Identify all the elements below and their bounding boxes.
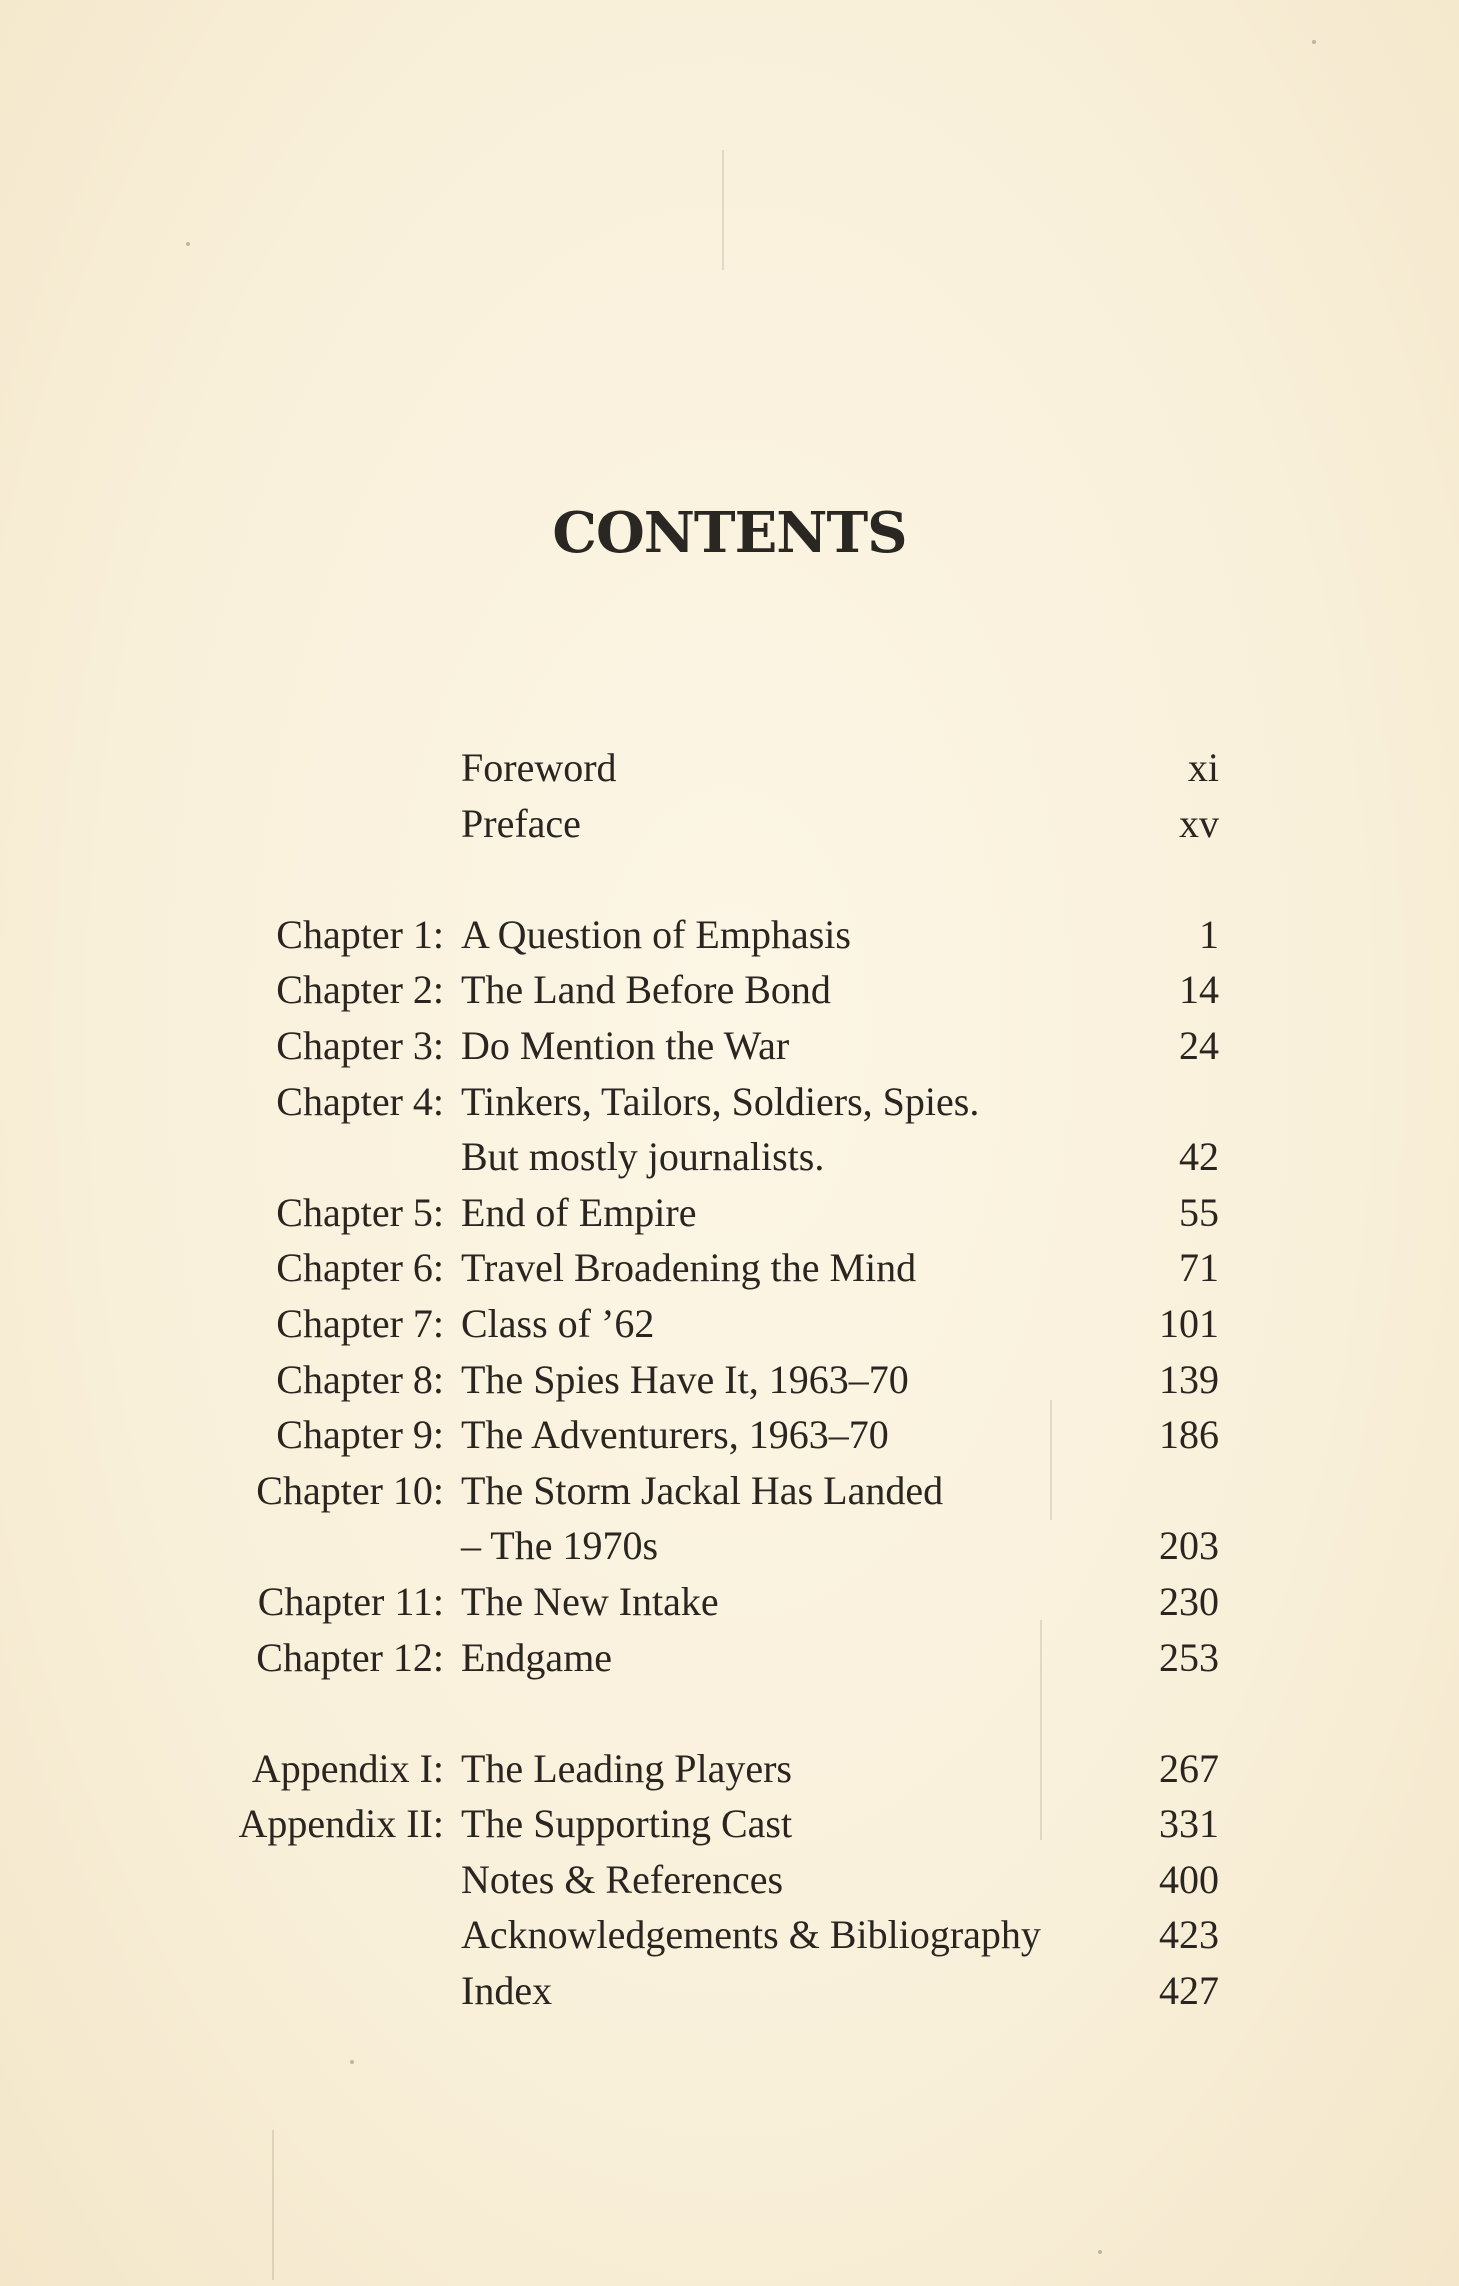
toc-entry-title: The Land Before Bond: [461, 967, 831, 1013]
toc-entry-title: Travel Broadening the Mind: [461, 1245, 917, 1291]
toc-appendix-label: Appendix I:: [251, 1745, 444, 1791]
toc-page-number: 267: [1159, 1745, 1219, 1791]
toc-entry-title: The Storm Jackal Has Landed: [461, 1467, 944, 1513]
toc-entry-title: End of Empire: [461, 1189, 697, 1235]
paper-speck: [1098, 2250, 1102, 2254]
section-spacer: [0, 1685, 1459, 1741]
toc-row-chapter-3: [0, 1018, 1459, 1074]
toc-entry-title: The New Intake: [461, 1578, 719, 1624]
toc-page-number: 71: [1179, 1245, 1219, 1291]
toc-row-chapter-4-continued: [0, 1129, 1459, 1185]
toc-row-preface: [0, 796, 1459, 852]
toc-page-number: 14: [1179, 967, 1219, 1013]
toc-chapter-label: Chapter 12:: [256, 1634, 444, 1680]
toc-row-notes: [0, 1852, 1459, 1908]
toc-row-index: [0, 1963, 1459, 2019]
toc-page-number: 1: [1199, 911, 1219, 957]
toc-row-chapter-9: [0, 1407, 1459, 1463]
toc-row-chapter-11: [0, 1574, 1459, 1630]
toc-page-number: 400: [1159, 1856, 1219, 1902]
toc-entry-title: Index: [461, 1968, 553, 2014]
toc-entry-title: Endgame: [461, 1634, 613, 1680]
toc-appendix-label: Appendix II:: [238, 1801, 444, 1847]
toc-row-chapter-2: [0, 962, 1459, 1018]
toc-entry-title: A Question of Emphasis: [461, 911, 851, 957]
toc-chapter-label: Chapter 2:: [276, 967, 444, 1013]
toc-page-number: 203: [1159, 1523, 1219, 1569]
toc-entry-title: The Leading Players: [461, 1745, 792, 1791]
toc-entry-title: The Spies Have It, 1963–70: [461, 1356, 909, 1402]
toc-page-number: 186: [1159, 1412, 1219, 1458]
toc-entry-title: But mostly journalists.: [461, 1134, 825, 1180]
toc-entry-title: Foreword: [461, 745, 617, 790]
toc-entry-title: The Adventurers, 1963–70: [461, 1412, 889, 1458]
toc-page-number: xv: [1179, 800, 1219, 846]
toc-entry-title: Class of ’62: [461, 1300, 655, 1346]
paper-speck: [186, 242, 190, 246]
toc-page-number: 139: [1159, 1356, 1219, 1402]
toc-chapter-label: Chapter 5:: [276, 1189, 444, 1235]
toc-entry-title: Notes & References: [461, 1856, 784, 1902]
toc-chapter-label: Chapter 6:: [276, 1245, 444, 1291]
paper-speck: [1312, 40, 1316, 44]
toc-row-chapter-10: [0, 1463, 1459, 1519]
paper-crease: [272, 2130, 274, 2280]
toc-row-chapter-5: [0, 1185, 1459, 1241]
toc-page-number: 253: [1159, 1634, 1219, 1680]
page-title: CONTENTS: [552, 500, 907, 566]
toc-row-appendix-1: [0, 1741, 1459, 1797]
section-spacer: [0, 851, 1459, 907]
toc-page-number: 427: [1159, 1968, 1219, 2014]
toc-chapter-label: Chapter 4:: [276, 1078, 444, 1124]
toc-row-chapter-4: [0, 1074, 1459, 1130]
toc-row-chapter-8: [0, 1352, 1459, 1408]
toc-page-number: 24: [1179, 1022, 1219, 1068]
toc-chapter-label: Chapter 3:: [276, 1022, 444, 1068]
toc-row-acknowledgements: [0, 1907, 1459, 1963]
toc-row-appendix-2: [0, 1796, 1459, 1852]
toc-row-chapter-10-continued: [0, 1518, 1459, 1574]
toc-entry-title: Acknowledgements & Bibliography: [461, 1912, 1041, 1958]
toc-chapter-label: Chapter 7:: [276, 1300, 444, 1346]
toc-entry-title: The Supporting Cast: [461, 1801, 793, 1847]
toc-page-number: 101: [1159, 1300, 1219, 1346]
toc-chapter-label: Chapter 1:: [276, 911, 444, 957]
toc-page-number: 55: [1179, 1189, 1219, 1235]
toc-page-number: xi: [1187, 745, 1219, 790]
toc-row-chapter-12: [0, 1630, 1459, 1686]
toc-row-foreword: [0, 740, 1459, 796]
toc-page-number: 230: [1159, 1578, 1219, 1624]
toc-chapter-label: Chapter 9:: [276, 1412, 444, 1458]
toc-row-chapter-7: [0, 1296, 1459, 1352]
toc-page-number: 331: [1159, 1801, 1219, 1847]
toc-row-chapter-6: [0, 1240, 1459, 1296]
paper-crease: [722, 150, 724, 270]
toc-chapter-label: Chapter 8:: [276, 1356, 444, 1402]
toc-entry-title: – The 1970s: [461, 1523, 659, 1569]
toc-chapter-label: Chapter 10:: [256, 1467, 444, 1513]
toc-entry-title: Do Mention the War: [461, 1022, 790, 1068]
toc-entry-title: Tinkers, Tailors, Soldiers, Spies.: [461, 1078, 980, 1124]
toc-page-number: 423: [1159, 1912, 1219, 1958]
table-of-contents: [0, 740, 1459, 2019]
toc-chapter-label: Chapter 11:: [257, 1578, 444, 1624]
toc-page-number: 42: [1179, 1134, 1219, 1180]
toc-row-chapter-1: [0, 907, 1459, 963]
toc-entry-title: Preface: [461, 800, 581, 846]
paper-speck: [350, 2060, 354, 2064]
